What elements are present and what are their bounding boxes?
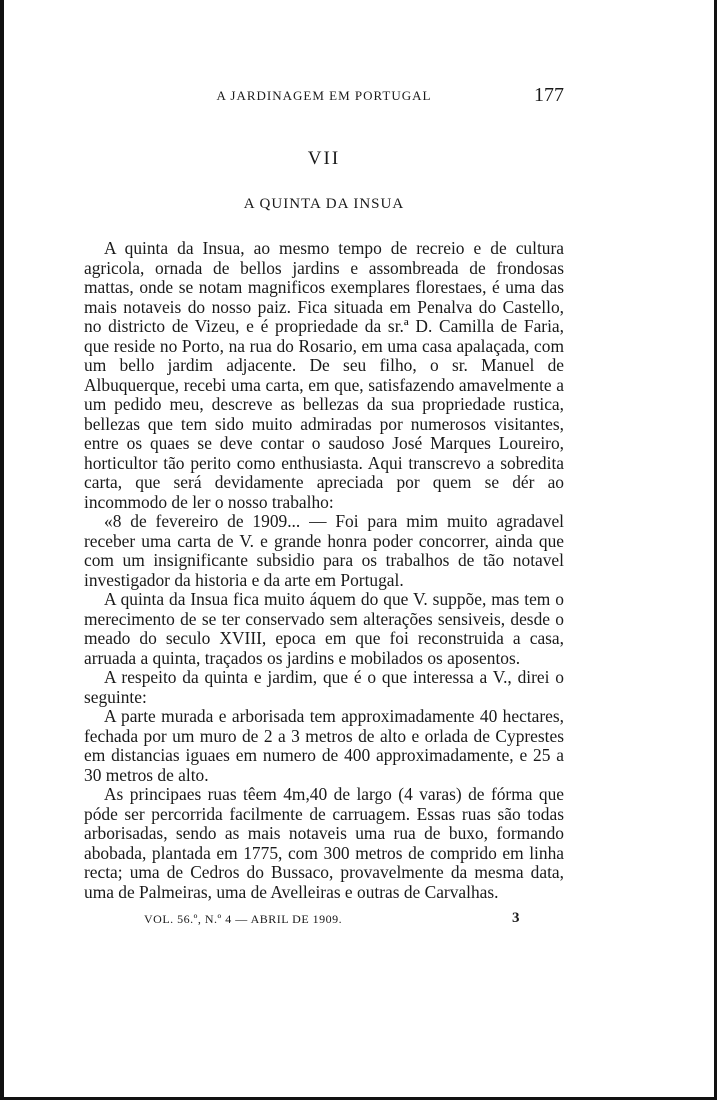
signature-mark: 3 — [512, 910, 520, 926]
paragraph: A respeito da quinta e jardim, que é o que interessa a V., direi o seguinte: — [84, 667, 564, 707]
paragraph: A quinta da Insua fica muito áquem do que V. suppõe, mas tem o merecimento de se ter conservado sem alterações sensiveis, desde o meado do seculo XVIII, epoca em que foi reconstruida a casa, arruada a quinta, traçados os jardins e mobilados os aposentos. — [84, 589, 564, 668]
body-text — [84, 239, 564, 902]
chapter-title: A QUINTA DA INSUA — [243, 196, 405, 212]
paragraph: As principaes ruas têem 4m,40 de largo (4 varas) de fórma que póde ser percorrida facilmente de carruagem. Essas ruas são todas arborisadas, sendo as mais notaveis uma rua de buxo, formando abobada, plantada em 1775, com 300 metros de comprido em linha recta; uma de Cedros do Bussaco, provavelmente da mesma data, uma de Palmeiras, uma de Avelleiras e outras de Carvalhas. — [84, 784, 564, 902]
paragraph: A parte murada e arborisada tem approximadamente 40 hectares, fechada por um muro de 2 a 3 metros de alto e orlada de Cyprestes em distancias iguaes em numero de 400 approximadamente, e 25 a 30 metros de alto. — [84, 706, 564, 785]
chapter-number: VII — [307, 148, 341, 169]
running-head — [84, 84, 564, 110]
paragraph: «8 de fevereiro de 1909... — Foi para mim muito agradavel receber uma carta de V. e grande honra poder concorrer, ainda que com um insignificante subsidio para os trabalhos de tão notavel investigador da historia e da arte em Portugal. — [84, 511, 564, 590]
page-content — [84, 84, 564, 930]
paragraph: A quinta da Insua, ao mesmo tempo de recreio e de cultura agricola, ornada de bellos jardins e assombreada de frondosas mattas, onde se notam magnificos exemplares florestaes, é uma das mais notaveis do nosso paiz. Fica situada em Penalva do Castello, no districto de Vizeu, e é propriedade da sr.ª D. Camilla de Faria, que reside no Porto, na rua do Rosario, em uma casa apalaçada, com um bello jardim adjacente. De seu filho, o sr. Manuel de Albuquerque, recebi uma carta, em que, satisfazendo amavelmente a um pedido meu, descreve as bellezas da sua propriedade rustica, bellezas que tem sido muito admiradas por numerosos visitantes, entre os quaes se deve contar o saudoso José Marques Loureiro, horticultor tão perito como enthusiasta. Aqui transcrevo a sobredita carta, que será devidamente apreciada por quem se dér ao incommodo de ler o nosso trabalho: — [84, 238, 564, 512]
volume-line: VOL. 56.º, N.º 4 — ABRIL DE 1909. — [144, 912, 343, 926]
page-footer — [84, 912, 564, 930]
page-number: 177 — [534, 84, 564, 106]
scan-edge-left — [0, 0, 4, 1100]
running-title: A JARDINAGEM EM PORTUGAL — [216, 88, 432, 103]
